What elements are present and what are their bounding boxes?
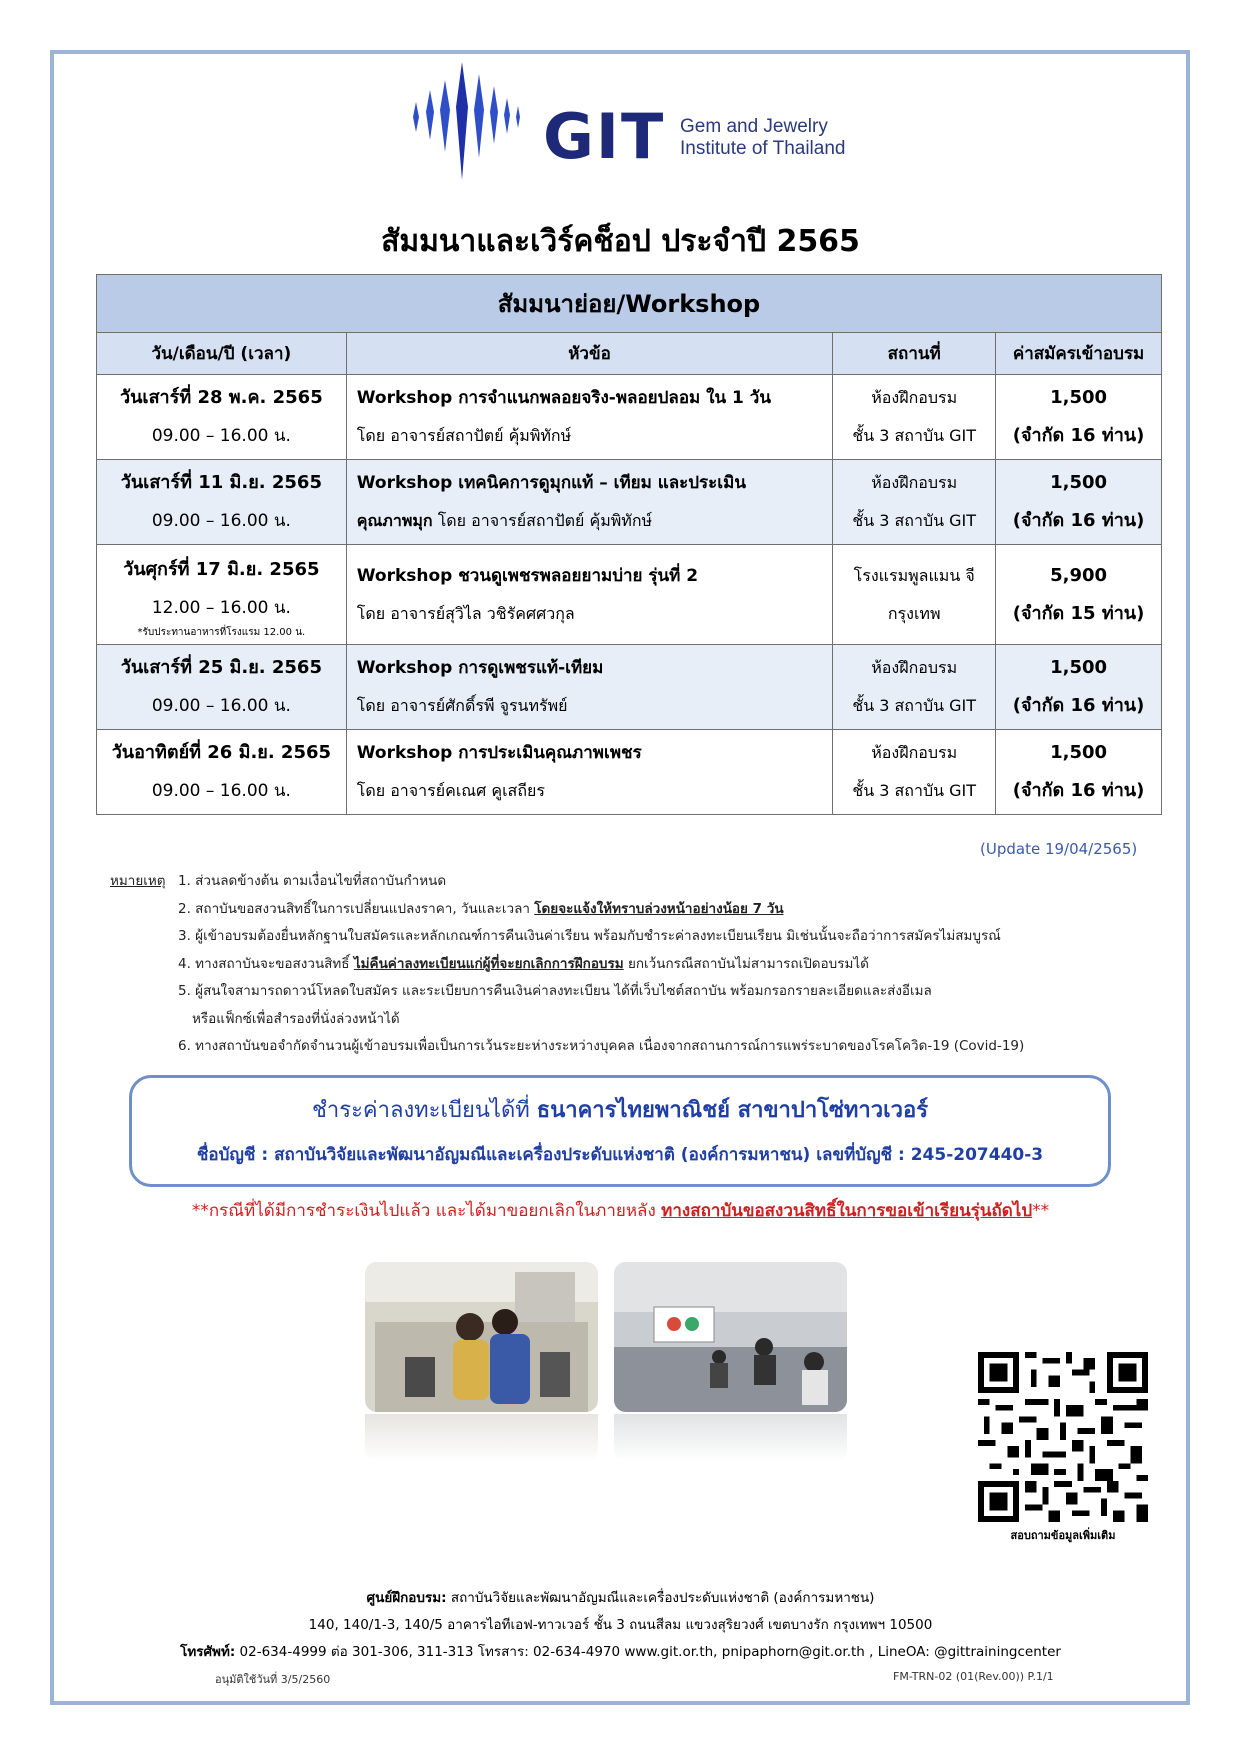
row-topic-cont: คุณภาพมุก [356, 511, 433, 530]
notes-label: หมายเหตุ [110, 873, 166, 889]
qr-code-icon[interactable] [978, 1352, 1148, 1522]
row-place-1: ห้องฝึกอบรม [871, 473, 958, 492]
note-4: 4. ทางสถาบันจะขอสงวนสิทธิ์ ไม่คืนค่าลงทะเบียนแก่ผู้ที่จะยกเลิกการฝึกอบรม ยกเว้นกรณีสถาบันไม่สามารถเปิดอบรมได้ [178, 955, 869, 972]
footer-line-3: โทรศัพท์: 02-634-4999 ต่อ 301-306, 311-313 โทรสาร: 02-634-4970 www.git.or.th, pnipaphorn@git.or.th , LineOA: @gittrainingcenter [180, 1644, 1061, 1660]
row-instructor: โดย อาจารย์สถาปัตย์ คุ้มพิทักษ์ [356, 426, 572, 445]
row-limit: (จำกัด 16 ท่าน) [1012, 510, 1145, 531]
row-date: วันอาทิตย์ที่ 26 มิ.ย. 2565 [111, 742, 332, 763]
table-row [97, 730, 1162, 815]
row-date: วันศุกร์ที่ 17 มิ.ย. 2565 [123, 558, 320, 580]
form-code: FM-TRN-02 (01(Rev.00)) P.1/1 [893, 1670, 1054, 1683]
col-topic: หัวข้อ [346, 333, 833, 375]
row-instructor: โดย อาจารย์สถาปัตย์ คุ้มพิทักษ์ [432, 511, 653, 530]
footer [0, 1585, 1241, 1666]
table-row [97, 645, 1162, 730]
row-time: 09.00 – 16.00 น. [151, 426, 291, 446]
row-topic: Workshop การประเมินคุณภาพเพชร [356, 743, 642, 763]
row-topic: Workshop การดูเพชรแท้-เทียม [356, 658, 604, 678]
row-date: วันเสาร์ที่ 25 มิ.ย. 2565 [120, 657, 322, 678]
row-place-1: ห้องฝึกอบรม [871, 388, 958, 407]
row-limit: (จำกัด 16 ท่าน) [1012, 780, 1145, 801]
row-fee: 1,500 [1050, 657, 1108, 678]
row-note: *รับประทานอาหารที่โรงแรม 12.00 น. [137, 626, 306, 638]
row-fee: 5,900 [1050, 564, 1108, 586]
row-fee: 1,500 [1050, 387, 1108, 408]
row-place-1: ห้องฝึกอบรม [871, 658, 958, 677]
update-date: (Update 19/04/2565) [980, 840, 1138, 858]
row-fee: 1,500 [1050, 742, 1108, 763]
notes-section [110, 868, 1150, 1061]
brand-name: GIT [543, 100, 666, 173]
photo-reflection-2 [614, 1414, 847, 1462]
qr-caption: สอบถามข้อมูลเพิ่มเติม [1010, 1529, 1116, 1542]
workshop-table [96, 274, 1162, 815]
row-topic: Workshop การจำแนกพลอยจริง-พลอยปลอม ใน 1 วัน [356, 388, 771, 408]
row-place-2: ชั้น 3 สถาบัน GIT [852, 511, 977, 530]
workshop-photo-1 [365, 1262, 598, 1412]
approval-date: อนุมัติใช้วันที่ 3/5/2560 [215, 1673, 331, 1686]
table-row [97, 545, 1162, 645]
row-fee: 1,500 [1050, 472, 1108, 493]
row-topic: Workshop ชวนดูเพชรพลอยยามบ่าย รุ่นที่ 2 [356, 565, 699, 586]
row-time: 09.00 – 16.00 น. [151, 781, 291, 801]
table-row [97, 460, 1162, 545]
note-6: 6. ทางสถาบันขอจำกัดจำนวนผู้เข้าอบรมเพื่อเป็นการเว้นระยะห่างระหว่างบุคคล เนื่องจากสถานการณ์การแพร่ระบาดของโรคโควิด-19 (Covid-19) [178, 1038, 1025, 1054]
row-date: วันเสาร์ที่ 11 มิ.ย. 2565 [120, 472, 322, 493]
footer-line-2: 140, 140/1-3, 140/5 อาคารไอทีเอฟ-ทาวเวอร์ ชั้น 3 ถนนสีลม แขวงสุริยวงศ์ เขตบางรัก กรุงเทพฯ 10500 [308, 1617, 933, 1633]
row-instructor: โดย อาจารย์สุวิไล วชิรัคศศวกุล [356, 603, 575, 623]
row-place-1: ห้องฝึกอบรม [871, 743, 958, 762]
row-instructor: โดย อาจารย์คเณศ คูเสถียร [356, 781, 545, 800]
table-subheading: สัมมนาย่อย/Workshop [97, 275, 1162, 333]
note-5: 5. ผู้สนใจสามารถดาวน์โหลดใบสมัคร และระเบียบการคืนเงินค่าลงทะเบียน ได้ที่เว็บไซต์สถาบัน พร้อมกรอกรายละเอียดและส่งอีเมล [178, 983, 932, 999]
row-instructor: โดย อาจารย์ศักดิ์รพี จูรนทรัพย์ [356, 696, 568, 715]
col-date: วัน/เดือน/ปี (เวลา) [97, 333, 347, 375]
row-limit: (จำกัด 15 ท่าน) [1012, 602, 1145, 624]
payment-account: ชื่อบัญชี : สถาบันวิจัยและพัฒนาอัญมณีและเครื่องประดับแห่งชาติ (องค์การมหาชน) เลขที่บัญชี : 245-207440-3 [196, 1145, 1044, 1165]
note-5-cont: หรือแฟ็กซ์เพื่อสำรองที่นั่งล่วงหน้าได้ [192, 1010, 400, 1027]
col-fee: ค่าสมัครเข้าอบรม [996, 333, 1162, 375]
note-2: 2. สถาบันขอสงวนสิทธิ์ในการเปลี่ยนแปลงราคา, วันและเวลา โดยจะแจ้งให้ทราบล่วงหน้าอย่างน้อย 7 วัน [178, 900, 784, 917]
row-limit: (จำกัด 16 ท่าน) [1012, 695, 1145, 716]
row-place-2: กรุงเทพ [887, 603, 941, 623]
row-limit: (จำกัด 16 ท่าน) [1012, 425, 1145, 446]
col-place: สถานที่ [833, 333, 996, 375]
row-place-2: ชั้น 3 สถาบัน GIT [852, 696, 977, 715]
row-topic: Workshop เทคนิคการดูมุกแท้ – เทียม และประเมิน [356, 473, 746, 493]
payment-bank: ชำระค่าลงทะเบียนได้ที่ ธนาคารไทยพาณิชย์ สาขาปาโซ่ทาวเวอร์ [311, 1098, 929, 1123]
table-header-row [97, 333, 1162, 375]
photo-reflection-1 [365, 1414, 598, 1462]
footer-line-1: ศูนย์ฝึกอบรม: สถาบันวิจัยและพัฒนาอัญมณีและเครื่องประดับแห่งชาติ (องค์การมหาชน) [366, 1590, 875, 1606]
row-time: 12.00 – 16.00 น. [151, 597, 291, 618]
table-row [97, 375, 1162, 460]
row-date: วันเสาร์ที่ 28 พ.ค. 2565 [120, 387, 323, 408]
refund-warning: **กรณีที่ได้มีการชำระเงินไปแล้ว และได้มาขอยกเลิกในภายหลัง ทางสถาบันขอสงวนสิทธิ์ในการขอเข้าเรียนรุ่นถัดไป** [191, 1201, 1050, 1221]
note-3: 3. ผู้เข้าอบรมต้องยื่นหลักฐานใบสมัครและหลักเกณฑ์การคืนเงินค่าเรียน พร้อมกับชำระค่าลงทะเบียนเรียน มิเช่นนั้นจะถือว่าการสมัครไม่สมบูรณ์ [178, 928, 1001, 944]
row-time: 09.00 – 16.00 น. [151, 696, 291, 716]
brand-subtitle: Gem and Jewelry Institute of Thailand [680, 116, 846, 159]
workshop-photo-2 [614, 1262, 847, 1412]
page-title: สัมมนาและเวิร์คช็อป ประจำปี 2565 [381, 224, 860, 259]
row-place-1: โรงแรมพูลแมน จี [853, 565, 975, 585]
row-place-2: ชั้น 3 สถาบัน GIT [852, 426, 977, 445]
row-place-2: ชั้น 3 สถาบัน GIT [852, 781, 977, 800]
row-time: 09.00 – 16.00 น. [151, 511, 291, 531]
payment-box [129, 1075, 1111, 1187]
note-1: 1. ส่วนลดข้างต้น ตามเงื่อนไขที่สถาบันกำหนด [178, 873, 447, 889]
